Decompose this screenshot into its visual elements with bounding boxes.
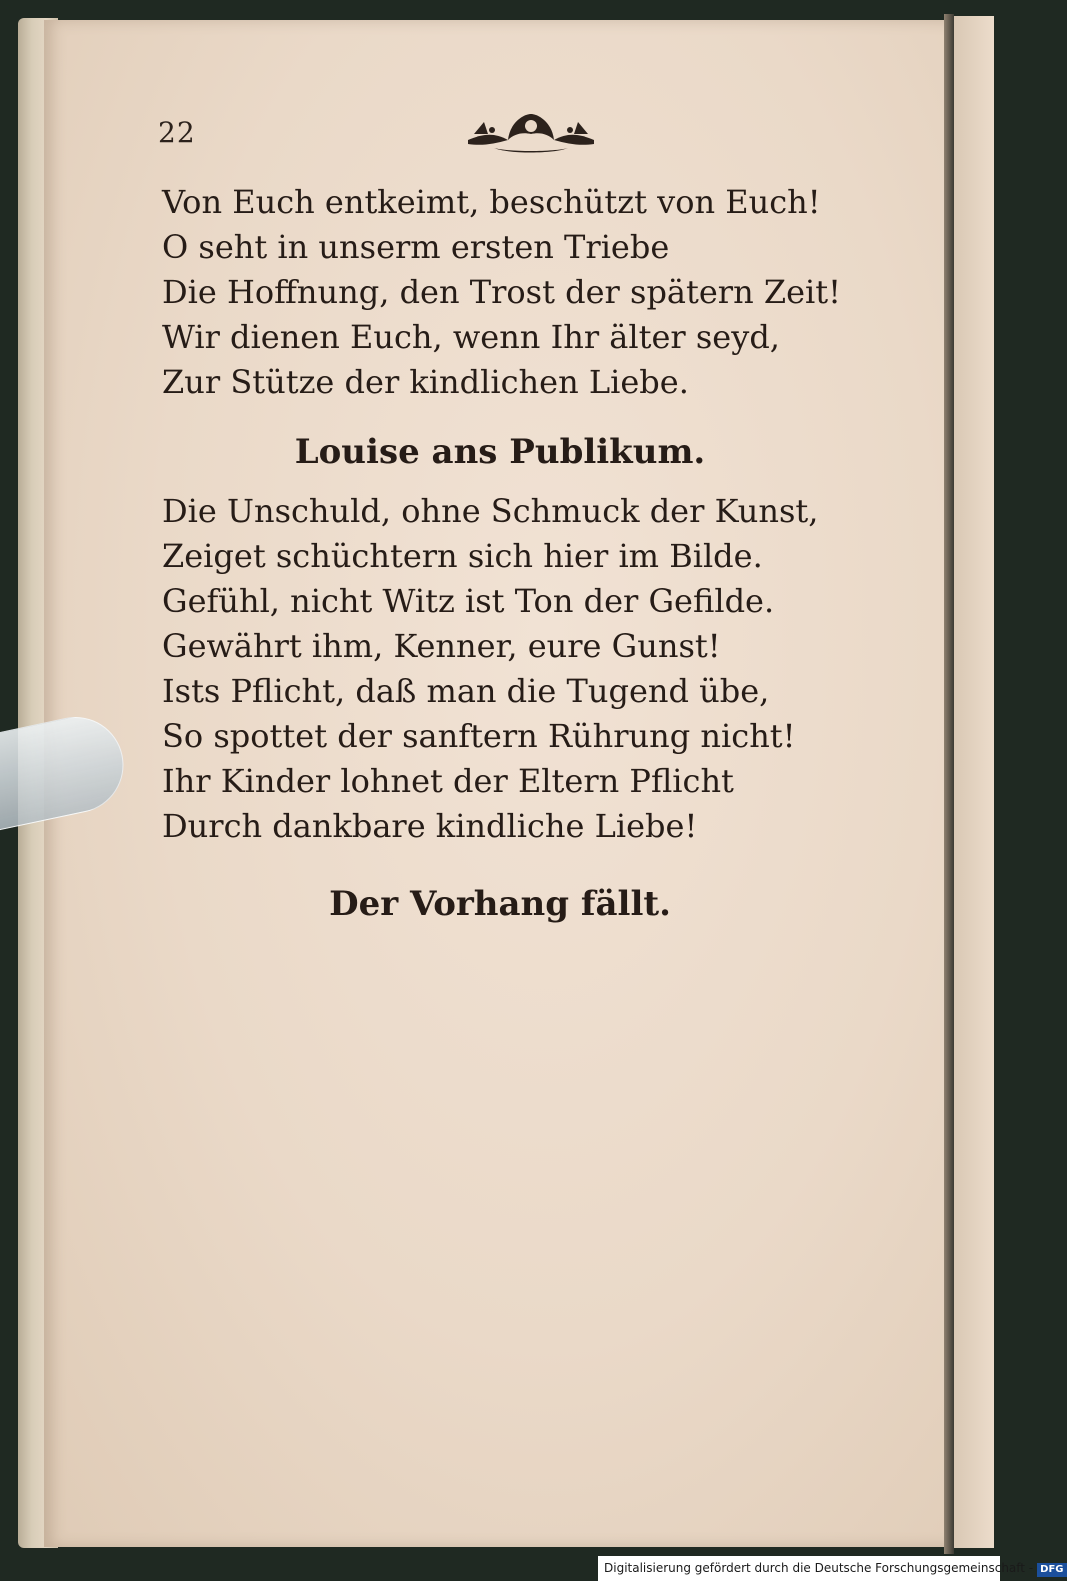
footer-text: Digitalisierung gefördert durch die Deutsche Forschungsgemeinschaft -: [604, 1561, 1034, 1575]
stanza-one: [162, 180, 841, 405]
verse-line: Gefühl, nicht Witz ist Ton der Gefilde.: [162, 582, 775, 620]
book-gutter: [944, 14, 954, 1554]
verse-line: Von Euch entkeimt, beschützt von Euch!: [162, 183, 821, 221]
verse-line: Die Hoffnung, den Trost der spätern Zeit!: [162, 273, 841, 311]
verse-line: Ihr Kinder lohnet der Eltern Pflicht: [162, 762, 734, 800]
verse-line: Gewährt ihm, Kenner, eure Gunst!: [162, 627, 721, 665]
verse-line: Ists Pflicht, daß man die Tugend übe,: [162, 672, 770, 710]
verse-line: Zeiget schüchtern sich hier im Bilde.: [162, 537, 763, 575]
closing-stage-direction: Der Vorhang fällt.: [329, 884, 671, 924]
verse-line: So spottet der sanftern Rührung nicht!: [162, 717, 796, 755]
page-number: 22: [158, 116, 196, 149]
stanza-two: [162, 489, 818, 849]
verse-line: O seht in unserm ersten Triebe: [162, 228, 670, 266]
verse-line: Zur Stütze der kindlichen Liebe.: [162, 363, 689, 401]
dfg-logo-icon: DFG: [1037, 1563, 1066, 1577]
verse-line: Durch dankbare kindliche Liebe!: [162, 807, 698, 845]
verse-line: Wir dienen Euch, wenn Ihr älter seyd,: [162, 318, 780, 356]
ornament-icon: [464, 104, 598, 160]
facing-page-edge: [954, 16, 994, 1548]
verse-line: Die Unschuld, ohne Schmuck der Kunst,: [162, 492, 819, 530]
section-heading: Louise ans Publikum.: [294, 432, 706, 472]
digitization-footer: [598, 1556, 1064, 1581]
